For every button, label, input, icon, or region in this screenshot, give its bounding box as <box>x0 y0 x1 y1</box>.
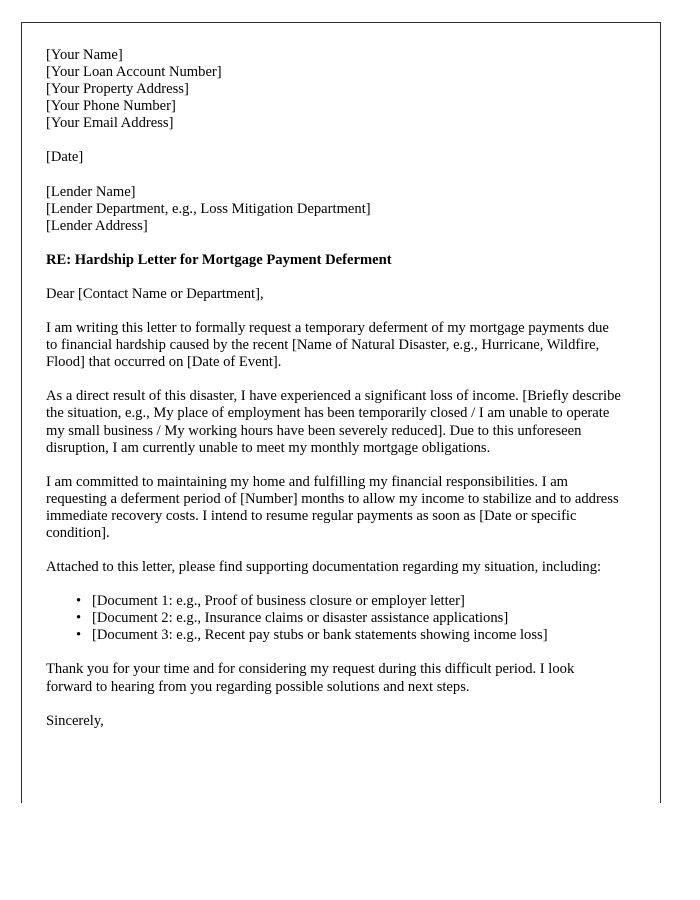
closing-paragraph: Thank you for your time and for considering my request during this difficult period. I look forward to hearing from you regarding possible solutions and next steps. <box>46 661 575 695</box>
spacer-after-list <box>46 644 622 661</box>
body-paragraph-3: I am committed to maintaining my home and fulfilling my financial responsibilities. I am requesting a deferment period of [Number] months to allow my income to stabilize and to address immediate recovery costs. I intend to resume regular payments as soon as [Date or specific condition]. <box>46 473 619 541</box>
spacer-after-paragraph-3 <box>46 542 622 559</box>
recipient-line-address: [Lender Address] <box>46 217 148 234</box>
body-paragraph-2: As a direct result of this disaster, I have experienced a significant loss of income. [Briefly describe the situation, e.g., My place of employment has been temporarily closed / I am unable to operate my small business / My working hours have been severely reduced]. Due to this unforeseen disruption, I am currently unable to meet my monthly mortgage obligations. <box>46 388 621 456</box>
sender-line-email: [Your Email Address] <box>46 115 174 132</box>
document-page <box>21 22 661 803</box>
sender-line-loan-account: [Your Loan Account Number] <box>46 64 222 81</box>
spacer-before-list <box>46 576 622 593</box>
spacer-after-salutation <box>46 303 622 320</box>
recipient-line-name: [Lender Name] <box>46 183 136 200</box>
spacer-after-recipient <box>46 235 622 252</box>
sender-line-name: [Your Name] <box>46 47 123 63</box>
sender-address-block <box>46 47 622 132</box>
date-block <box>46 149 622 166</box>
recipient-line-department: [Lender Department, e.g., Loss Mitigation Department] <box>46 200 371 217</box>
spacer-after-sender <box>46 132 622 149</box>
sender-line-phone: [Your Phone Number] <box>46 98 176 115</box>
list-item: • [Document 1: e.g., Proof of business closure or employer letter] <box>92 593 622 610</box>
list-item: • [Document 3: e.g., Recent pay stubs or bank statements showing income loss] <box>92 627 622 644</box>
list-item: • [Document 2: e.g., Insurance claims or disaster assistance applications] <box>92 610 622 627</box>
letter-content <box>46 47 622 730</box>
sender-line-property-address: [Your Property Address] <box>46 81 189 98</box>
attachment-list <box>46 593 622 644</box>
subject-line: RE: Hardship Letter for Mortgage Payment Deferment <box>46 251 392 268</box>
spacer-after-date <box>46 167 622 184</box>
spacer-after-subject <box>46 269 622 286</box>
date-line: [Date] <box>46 149 84 166</box>
recipient-address-block <box>46 184 622 235</box>
sign-off: Sincerely, <box>46 712 104 729</box>
salutation: Dear [Contact Name or Department], <box>46 285 264 302</box>
spacer-after-paragraph-2 <box>46 457 622 474</box>
body-paragraph-1: I am writing this letter to formally request a temporary deferment of my mortgage payments due to financial hardship caused by the recent [Name of Natural Disaster, e.g., Hurricane, Wildfire, Flood] that occurred on [Date of Event]. <box>46 320 609 371</box>
attachment-intro-paragraph: Attached to this letter, please find supporting documentation regarding my situation, including: <box>46 559 602 576</box>
spacer-before-signoff <box>46 696 622 713</box>
spacer-after-paragraph-1 <box>46 371 622 388</box>
